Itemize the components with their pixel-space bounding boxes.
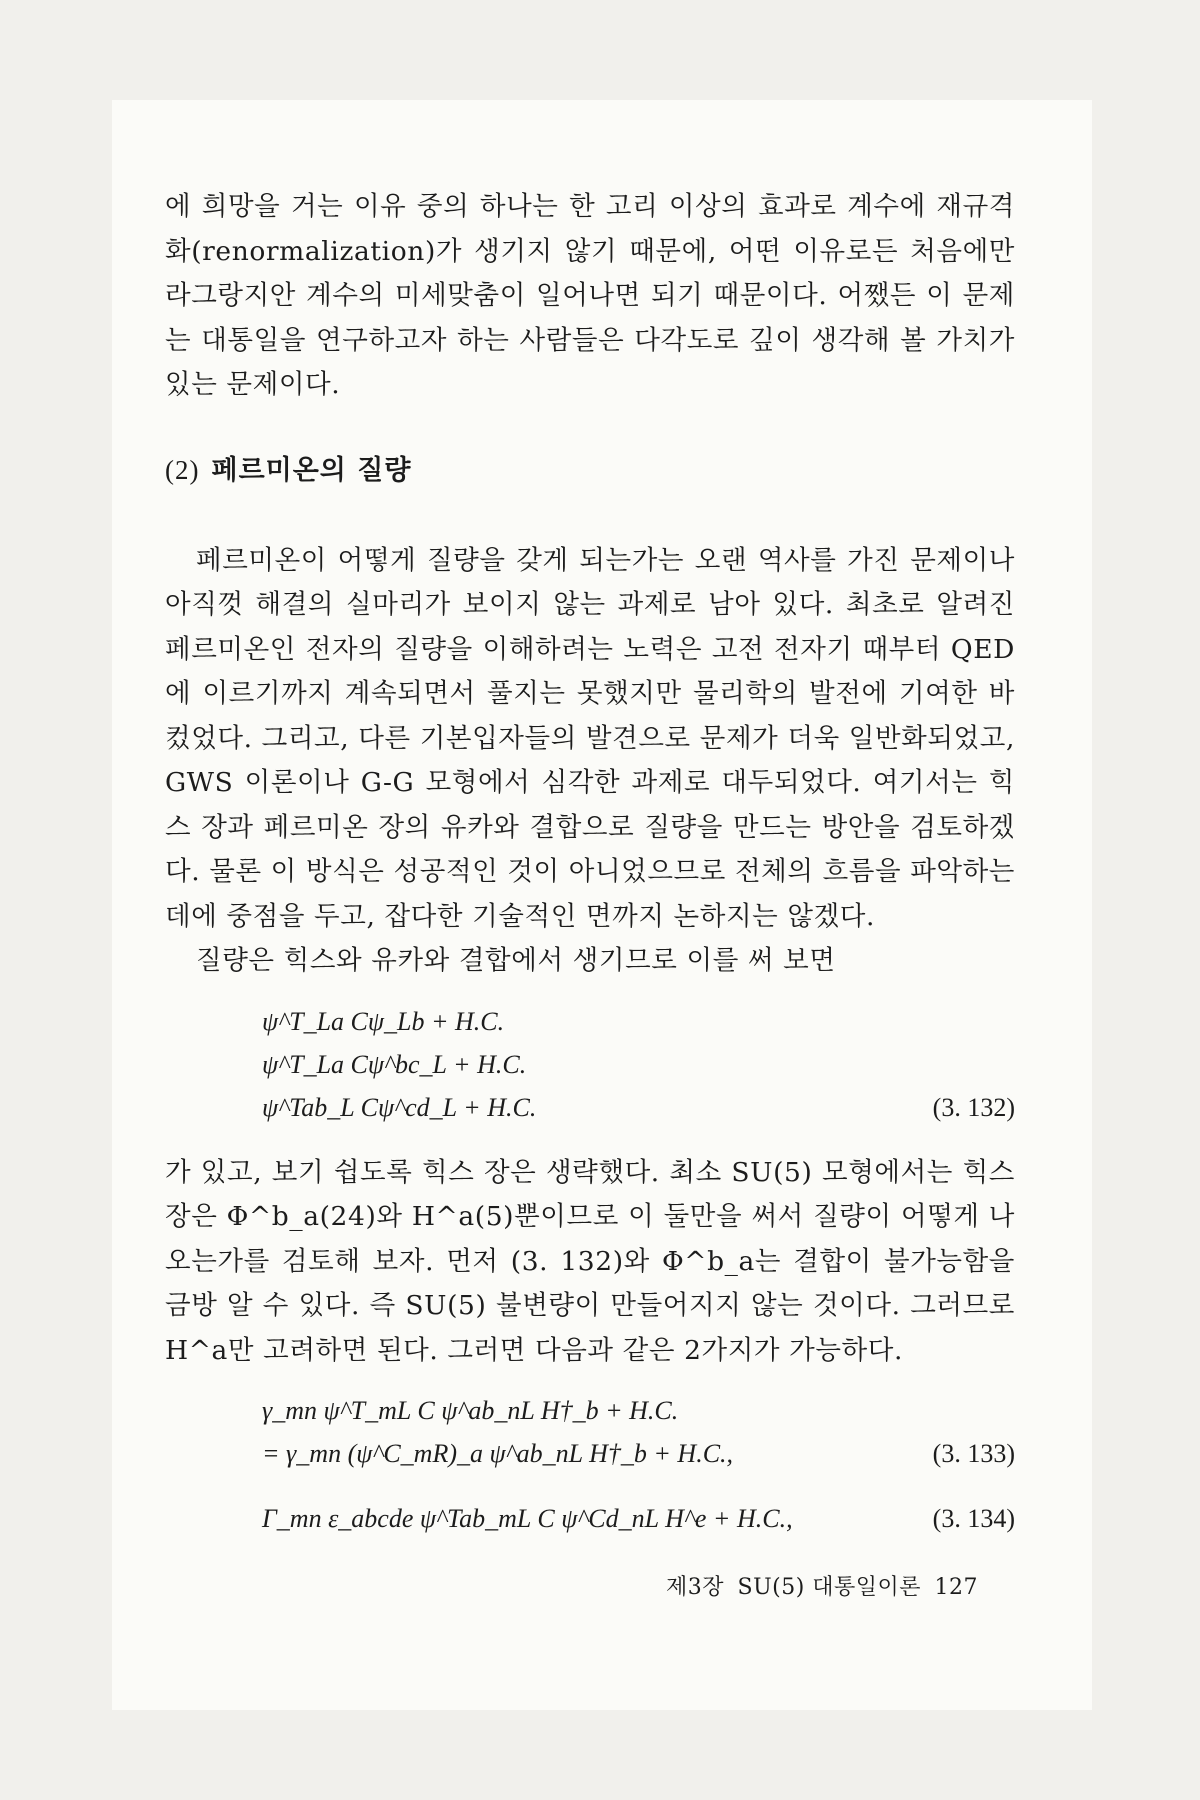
equation-line	[165, 1043, 1015, 1086]
equation-line	[165, 1497, 1015, 1540]
equation-text: ψ^T_La Cψ^bc_L + H.C.	[262, 1049, 527, 1079]
paragraph-yukawa-intro: 질량은 힉스와 유카와 결합에서 생기므로 이를 써 보면	[196, 945, 836, 976]
equation-number: (3. 134)	[932, 1504, 1015, 1533]
page-footer	[660, 1570, 978, 1601]
equation-line	[165, 1389, 1015, 1432]
page-number: 127	[934, 1575, 979, 1600]
footer-chapter: 제3장	[666, 1575, 725, 1600]
equation-number: (3. 132)	[932, 1092, 1015, 1122]
equation-line	[165, 1432, 1015, 1475]
equation-block-3-133	[165, 1389, 1015, 1475]
paragraph-top: 에 희망을 거는 이유 중의 하나는 한 고리 이상의 효과로 계수에 재규격화(renormalization)가 생기지 않기 때문에, 어떤 이유로든 처음에만 라그랑지안 계수의 미세맞춤이 일어나면 되기 때문이다. 어쨌든 이 문제는 대통일을 연구하고자 하는 사람들은 다각도로 깊이 생각해 볼 가치가 있는 문제이다.	[165, 191, 1015, 400]
equation-text: ψ^T_La Cψ_Lb + H.C.	[262, 1006, 505, 1036]
equation-text: = γ_mn (ψ^C_mR)_a ψ^ab_nL H†_b + H.C.,	[262, 1439, 734, 1468]
equation-line	[165, 1086, 1015, 1129]
section-heading	[165, 448, 1015, 487]
footer-chapter-title: SU(5) 대통일이론	[737, 1575, 922, 1600]
equation-text: ψ^Tab_L Cψ^cd_L + H.C.	[262, 1092, 537, 1122]
paragraph-fermion-mass: 페르미온이 어떻게 질량을 갖게 되는가는 오랜 역사를 가진 문제이나 아직껏 해결의 실마리가 보이지 않는 과제로 남아 있다. 최초로 알려진 페르미온인 전자의 질량을 이해하려는 노력은 고전 전자기 때부터 QED에 이르기까지 계속되면서 풀지는 못했지만 물리학의 발전에 기여한 바 컸었다. 그리고, 다른 기본입자들의 발견으로 문제가 더욱 일반화되었고, GWS 이론이나 G-G 모형에서 심각한 과제로 대두되었다. 여기서는 힉스 장과 페르미온 장의 유카와 결합으로 질량을 만드는 방안을 검토하겠다. 물론 이 방식은 성공적인 것이 아니었으므로 전체의 흐름을 파악하는 데에 중점을 두고, 잡다한 기술적인 면까지 논하지는 않겠다.	[165, 544, 1016, 932]
equation-block-3-134	[165, 1497, 1015, 1540]
equation-text: γ_mn ψ^T_mL C ψ^ab_nL H†_b + H.C.	[262, 1396, 679, 1425]
equation-number: (3. 133)	[932, 1439, 1015, 1468]
equation-block-3-132	[165, 1000, 1015, 1129]
section-number: (2)	[165, 454, 200, 485]
equation-text: Γ_mn ε_abcde ψ^Tab_mL C ψ^Cd_nL H^e + H.C.,	[262, 1504, 793, 1533]
equation-line	[165, 1000, 1015, 1043]
page-content	[165, 185, 1015, 1562]
section-title: 페르미온의 질량	[211, 454, 412, 486]
paragraph-higgs: 가 있고, 보기 쉽도록 힉스 장은 생략했다. 최소 SU(5) 모형에서는 힉스 장은 Φ^b_a(24)와 H^a(5)뿐이므로 이 둘만을 써서 질량이 어떻게 나오는가를 검토해 보자. 먼저 (3. 132)와 Φ^b_a는 결합이 불가능함을 금방 알 수 있다. 즉 SU(5) 불변량이 만들어지지 않는 것이다. 그러므로 H^a만 고려하면 된다. 그러면 다음과 같은 2가지가 가능하다.	[165, 1156, 1015, 1366]
